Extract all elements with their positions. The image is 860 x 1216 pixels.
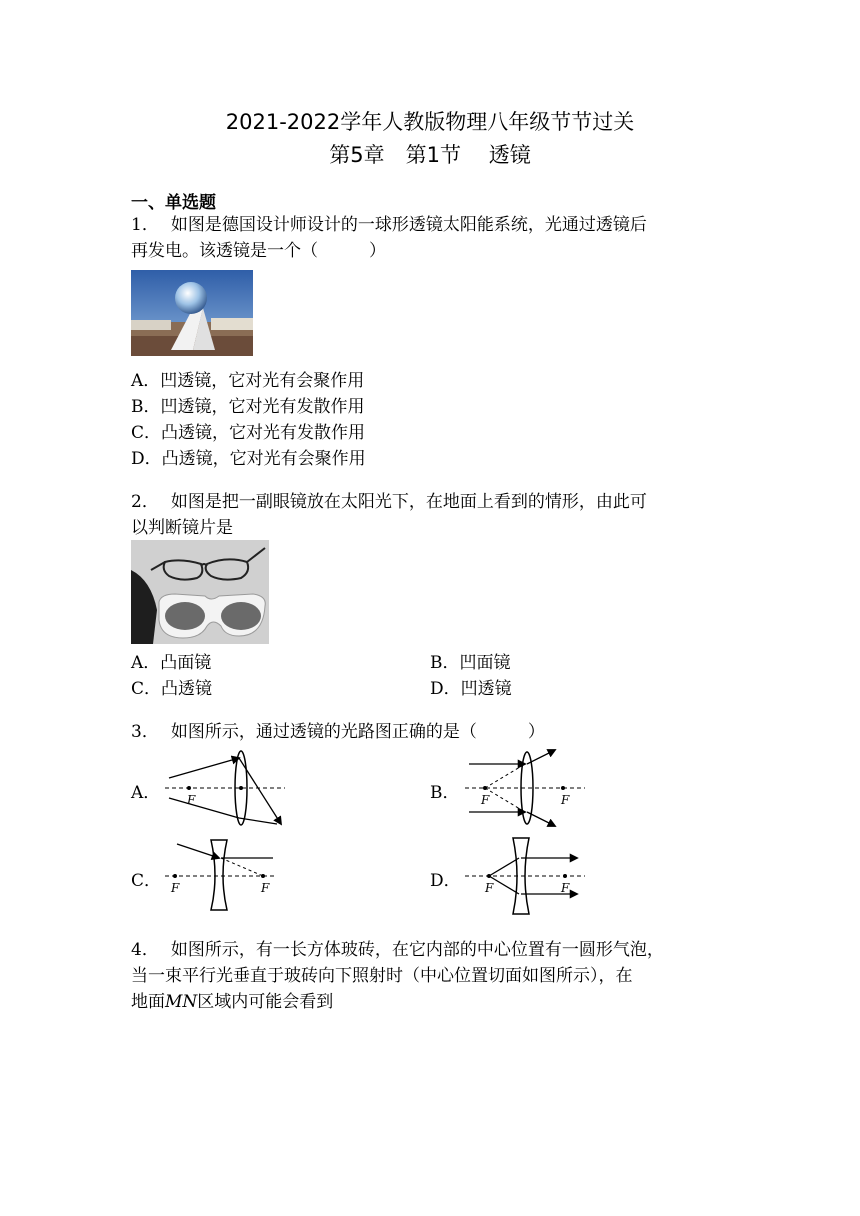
question-3-text: 如图所示，通过透镜的光路图正确的是（ ） xyxy=(170,722,545,742)
focus-label-c2: F xyxy=(261,881,270,895)
chapter-subtitle: 第5章 第1节 透镜 xyxy=(329,143,531,167)
question-3-diagram-c[interactable] xyxy=(165,836,290,916)
question-4-line2: 当一束平行光垂直于玻砖向下照射时（中心位置切面如图所示），在 xyxy=(131,966,633,986)
question-1-text: 如图是德国设计师设计的一球形透镜太阳能系统，光通过透镜后 xyxy=(170,215,647,235)
question-1-option-d[interactable]: D．凸透镜，它对光有会聚作用 xyxy=(131,449,366,469)
focus-label-b2: F xyxy=(561,793,570,807)
question-2-number: 2． xyxy=(131,492,159,512)
question-4-number: 4． xyxy=(131,940,159,960)
question-1-option-c[interactable]: C．凸透镜，它对光有发散作用 xyxy=(131,423,366,443)
spherical-lens-solar-photo xyxy=(131,270,253,356)
question-1-option-b[interactable]: B．凹透镜，它对光有发散作用 xyxy=(131,397,365,417)
question-2-option-c[interactable]: C．凸透镜 xyxy=(131,679,213,699)
question-3-option-b-label[interactable]: B． xyxy=(430,783,460,803)
question-2-line1 xyxy=(131,489,647,515)
question-2-text: 如图是把一副眼镜放在太阳光下，在地面上看到的情形，由此可 xyxy=(170,492,647,512)
question-3-option-c-label[interactable]: C． xyxy=(131,871,162,891)
question-2-option-a[interactable]: A．凸面镜 xyxy=(131,653,212,673)
focus-label-a: F xyxy=(187,793,196,807)
eyeglasses-shadow-photo xyxy=(131,540,269,644)
question-4-line1 xyxy=(131,937,664,963)
question-4-line3-post: 区域内可能会看到 xyxy=(197,992,334,1012)
question-4-line3 xyxy=(131,989,333,1015)
focus-label-b1: F xyxy=(481,793,490,807)
question-3-diagram-d[interactable] xyxy=(465,836,590,916)
question-1-number: 1． xyxy=(131,215,159,235)
question-3-diagram-b[interactable] xyxy=(465,748,590,828)
question-2-line2: 以判断镜片是 xyxy=(131,518,233,538)
focus-label-d1: F xyxy=(485,881,494,895)
question-3-diagram-a[interactable] xyxy=(165,748,290,828)
question-2-option-b[interactable]: B．凹面镜 xyxy=(430,653,511,673)
question-3-line1 xyxy=(131,719,545,745)
question-1-line1 xyxy=(131,212,647,238)
section-heading: 一、单选题 xyxy=(131,193,216,213)
focus-label-d2: F xyxy=(561,881,570,895)
question-1-line2: 再发电。该透镜是一个（ ） xyxy=(131,241,386,261)
document-title: 2021-2022学年人教版物理八年级节节过关 xyxy=(225,110,635,134)
focus-label-c1: F xyxy=(171,881,180,895)
question-2-option-d[interactable]: D．凹透镜 xyxy=(430,679,512,699)
question-3-option-a-label[interactable]: A． xyxy=(131,783,161,803)
question-4-mn-label: MN xyxy=(165,992,198,1012)
question-4-line3-pre: 地面 xyxy=(131,992,165,1012)
question-3-number: 3． xyxy=(131,722,159,742)
question-4-text: 如图所示，有一长方体玻砖，在它内部的中心位置有一圆形气泡， xyxy=(170,940,664,960)
question-1-option-a[interactable]: A．凹透镜，它对光有会聚作用 xyxy=(131,371,365,391)
question-3-option-d-label[interactable]: D． xyxy=(430,871,461,891)
